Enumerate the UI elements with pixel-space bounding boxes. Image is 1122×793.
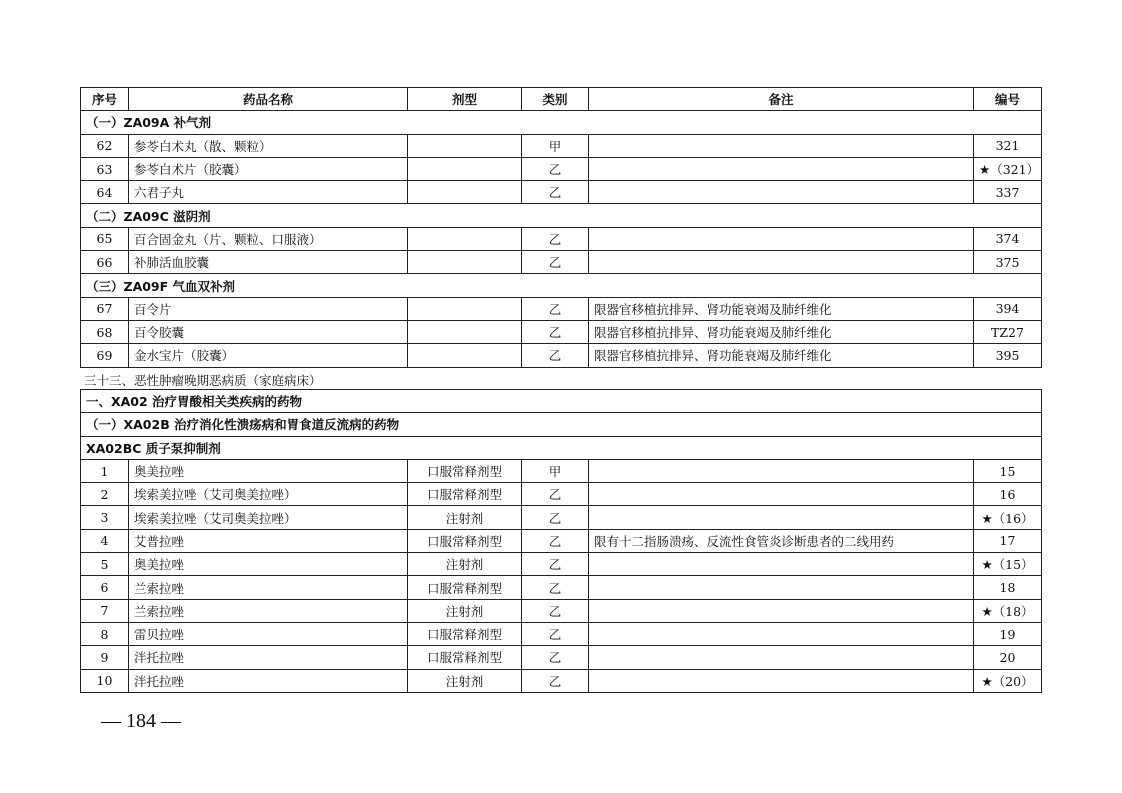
cell-remarks bbox=[589, 576, 974, 599]
cell-dosage-form: 注射剂 bbox=[408, 599, 522, 622]
section-heading-row bbox=[81, 436, 1042, 459]
cell-no: 9 bbox=[81, 646, 129, 669]
cell-remarks bbox=[589, 483, 974, 506]
section-heading-row bbox=[81, 390, 1042, 413]
table-row bbox=[81, 459, 1042, 482]
cell-category: 乙 bbox=[522, 646, 589, 669]
cell-drug-name: 参苓白术片（胶囊） bbox=[129, 157, 408, 180]
cell-remarks bbox=[589, 227, 974, 250]
cell-drug-name: 金水宝片（胶囊） bbox=[129, 344, 408, 367]
group-heading: （三）ZA09F 气血双补剂 bbox=[81, 274, 1042, 297]
cell-no: 10 bbox=[81, 669, 129, 692]
cell-drug-name: 百令片 bbox=[129, 297, 408, 320]
cell-category: 甲 bbox=[522, 459, 589, 482]
cell-no: 3 bbox=[81, 506, 129, 529]
table-row bbox=[81, 506, 1042, 529]
cell-dosage-form bbox=[408, 134, 522, 157]
cell-category: 乙 bbox=[522, 669, 589, 692]
cell-category: 乙 bbox=[522, 251, 589, 274]
cell-category: 乙 bbox=[522, 599, 589, 622]
cell-no: 69 bbox=[81, 344, 129, 367]
header-no: 序号 bbox=[81, 88, 129, 111]
table-row bbox=[81, 599, 1042, 622]
upper-table-body bbox=[81, 111, 1042, 367]
cell-category: 乙 bbox=[522, 320, 589, 343]
cell-remarks bbox=[589, 157, 974, 180]
table-row bbox=[81, 134, 1042, 157]
cell-dosage-form: 口服常释剂型 bbox=[408, 622, 522, 645]
cell-code: 16 bbox=[974, 483, 1042, 506]
cell-drug-name: 埃索美拉唑（艾司奥美拉唑） bbox=[129, 483, 408, 506]
cell-code: TZ27 bbox=[974, 320, 1042, 343]
cell-code: 19 bbox=[974, 622, 1042, 645]
section-heading-3: XA02BC 质子泵抑制剂 bbox=[81, 436, 1042, 459]
cell-code: 321 bbox=[974, 134, 1042, 157]
cell-no: 68 bbox=[81, 320, 129, 343]
cell-drug-name: 埃索美拉唑（艾司奥美拉唑） bbox=[129, 506, 408, 529]
cell-dosage-form bbox=[408, 297, 522, 320]
cell-remarks: 限有十二指肠溃疡、反流性食管炎诊断患者的二线用药 bbox=[589, 529, 974, 552]
cell-no: 2 bbox=[81, 483, 129, 506]
cell-category: 乙 bbox=[522, 157, 589, 180]
cell-no: 63 bbox=[81, 157, 129, 180]
cell-drug-name: 参苓白术丸（散、颗粒） bbox=[129, 134, 408, 157]
cell-category: 乙 bbox=[522, 344, 589, 367]
cell-remarks bbox=[589, 622, 974, 645]
table-row bbox=[81, 297, 1042, 320]
cell-remarks bbox=[589, 134, 974, 157]
cell-code: 17 bbox=[974, 529, 1042, 552]
cell-no: 4 bbox=[81, 529, 129, 552]
header-code: 编号 bbox=[974, 88, 1042, 111]
cell-drug-name: 兰索拉唑 bbox=[129, 576, 408, 599]
cell-dosage-form: 注射剂 bbox=[408, 669, 522, 692]
cell-drug-name: 百合固金丸（片、颗粒、口服液） bbox=[129, 227, 408, 250]
section-heading-row bbox=[81, 413, 1042, 436]
page-number: — 184 — bbox=[101, 710, 181, 732]
cell-category: 乙 bbox=[522, 297, 589, 320]
table-row bbox=[81, 553, 1042, 576]
header-remarks: 备注 bbox=[589, 88, 974, 111]
group-heading: （二）ZA09C 滋阴剂 bbox=[81, 204, 1042, 227]
table-row bbox=[81, 251, 1042, 274]
cell-code: ★（16） bbox=[974, 506, 1042, 529]
cell-dosage-form: 口服常释剂型 bbox=[408, 646, 522, 669]
cell-no: 67 bbox=[81, 297, 129, 320]
table-row bbox=[81, 344, 1042, 367]
table-row bbox=[81, 227, 1042, 250]
cell-category: 乙 bbox=[522, 529, 589, 552]
cell-category: 甲 bbox=[522, 134, 589, 157]
cell-remarks bbox=[589, 506, 974, 529]
table-row bbox=[81, 181, 1042, 204]
cell-code: 395 bbox=[974, 344, 1042, 367]
cell-dosage-form: 口服常释剂型 bbox=[408, 459, 522, 482]
cell-no: 5 bbox=[81, 553, 129, 576]
cell-remarks bbox=[589, 669, 974, 692]
cell-code: 15 bbox=[974, 459, 1042, 482]
cell-no: 1 bbox=[81, 459, 129, 482]
cell-no: 66 bbox=[81, 251, 129, 274]
cell-dosage-form bbox=[408, 251, 522, 274]
header-category: 类别 bbox=[522, 88, 589, 111]
cell-remarks: 限器官移植抗排异、肾功能衰竭及肺纤维化 bbox=[589, 320, 974, 343]
drug-table-lower bbox=[80, 389, 1042, 693]
cell-drug-name: 补肺活血胶囊 bbox=[129, 251, 408, 274]
cell-drug-name: 百令胶囊 bbox=[129, 320, 408, 343]
table-header-row bbox=[81, 88, 1042, 111]
cell-code: 18 bbox=[974, 576, 1042, 599]
cell-no: 65 bbox=[81, 227, 129, 250]
cell-no: 62 bbox=[81, 134, 129, 157]
cell-category: 乙 bbox=[522, 483, 589, 506]
table-row bbox=[81, 646, 1042, 669]
cell-dosage-form: 注射剂 bbox=[408, 553, 522, 576]
group-heading: （一）ZA09A 补气剂 bbox=[81, 111, 1042, 134]
cell-remarks bbox=[589, 181, 974, 204]
cell-code: 20 bbox=[974, 646, 1042, 669]
cell-drug-name: 泮托拉唑 bbox=[129, 669, 408, 692]
table-row bbox=[81, 157, 1042, 180]
cell-dosage-form: 注射剂 bbox=[408, 506, 522, 529]
chapter-title: 三十三、恶性肿瘤晚期恶病质（家庭病床） bbox=[84, 373, 322, 388]
header-form: 剂型 bbox=[408, 88, 522, 111]
cell-code: 394 bbox=[974, 297, 1042, 320]
cell-drug-name: 泮托拉唑 bbox=[129, 646, 408, 669]
group-heading-row bbox=[81, 111, 1042, 134]
cell-category: 乙 bbox=[522, 506, 589, 529]
table-row bbox=[81, 669, 1042, 692]
lower-table-body bbox=[81, 459, 1042, 692]
cell-category: 乙 bbox=[522, 622, 589, 645]
cell-dosage-form bbox=[408, 181, 522, 204]
table-row bbox=[81, 483, 1042, 506]
cell-remarks bbox=[589, 251, 974, 274]
cell-dosage-form: 口服常释剂型 bbox=[408, 483, 522, 506]
table-row bbox=[81, 576, 1042, 599]
cell-remarks bbox=[589, 646, 974, 669]
cell-drug-name: 奥美拉唑 bbox=[129, 459, 408, 482]
cell-drug-name: 艾普拉唑 bbox=[129, 529, 408, 552]
cell-code: ★（18） bbox=[974, 599, 1042, 622]
cell-dosage-form bbox=[408, 157, 522, 180]
cell-dosage-form: 口服常释剂型 bbox=[408, 529, 522, 552]
cell-no: 7 bbox=[81, 599, 129, 622]
cell-drug-name: 六君子丸 bbox=[129, 181, 408, 204]
table-row bbox=[81, 622, 1042, 645]
group-heading-row bbox=[81, 204, 1042, 227]
cell-code: ★（15） bbox=[974, 553, 1042, 576]
group-heading-row bbox=[81, 274, 1042, 297]
cell-code: ★（20） bbox=[974, 669, 1042, 692]
cell-category: 乙 bbox=[522, 576, 589, 599]
cell-remarks bbox=[589, 459, 974, 482]
section-heading-1: 一、XA02 治疗胃酸相关类疾病的药物 bbox=[81, 390, 1042, 413]
cell-dosage-form bbox=[408, 227, 522, 250]
cell-code: 337 bbox=[974, 181, 1042, 204]
cell-remarks bbox=[589, 599, 974, 622]
cell-category: 乙 bbox=[522, 181, 589, 204]
cell-no: 6 bbox=[81, 576, 129, 599]
cell-dosage-form bbox=[408, 320, 522, 343]
table-row bbox=[81, 529, 1042, 552]
cell-drug-name: 奥美拉唑 bbox=[129, 553, 408, 576]
header-name: 药品名称 bbox=[129, 88, 408, 111]
cell-remarks: 限器官移植抗排异、肾功能衰竭及肺纤维化 bbox=[589, 344, 974, 367]
cell-code: ★（321） bbox=[974, 157, 1042, 180]
cell-remarks bbox=[589, 553, 974, 576]
table-row bbox=[81, 320, 1042, 343]
cell-dosage-form: 口服常释剂型 bbox=[408, 576, 522, 599]
cell-code: 375 bbox=[974, 251, 1042, 274]
drug-table-upper bbox=[80, 87, 1042, 368]
cell-no: 8 bbox=[81, 622, 129, 645]
cell-remarks: 限器官移植抗排异、肾功能衰竭及肺纤维化 bbox=[589, 297, 974, 320]
cell-code: 374 bbox=[974, 227, 1042, 250]
cell-dosage-form bbox=[408, 344, 522, 367]
cell-drug-name: 雷贝拉唑 bbox=[129, 622, 408, 645]
cell-category: 乙 bbox=[522, 553, 589, 576]
section-heading-2: （一）XA02B 治疗消化性溃疡病和胃食道反流病的药物 bbox=[81, 413, 1042, 436]
cell-drug-name: 兰索拉唑 bbox=[129, 599, 408, 622]
cell-no: 64 bbox=[81, 181, 129, 204]
cell-category: 乙 bbox=[522, 227, 589, 250]
